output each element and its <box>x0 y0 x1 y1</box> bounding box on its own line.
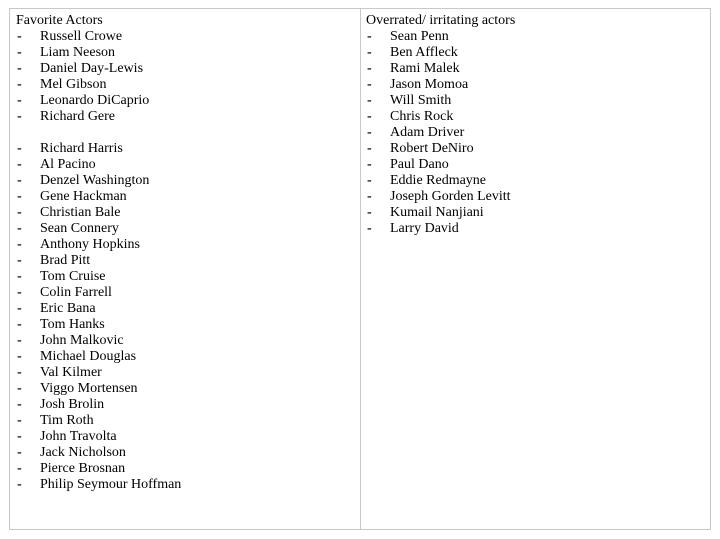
list-item <box>16 413 360 429</box>
bullet-dash: - <box>367 221 372 236</box>
actor-name: Viggo Mortensen <box>40 381 138 396</box>
list-item <box>16 109 360 125</box>
bullet-dash: - <box>367 205 372 220</box>
list-item <box>16 77 360 93</box>
bullet-dash: - <box>17 445 22 460</box>
bullet-dash: - <box>17 429 22 444</box>
favorite-actors-list-2 <box>16 141 360 493</box>
list-item <box>16 29 360 45</box>
favorite-actors-list-1 <box>16 29 360 125</box>
bullet-dash: - <box>17 349 22 364</box>
actor-name: Mel Gibson <box>40 77 107 92</box>
bullet-dash: - <box>17 365 22 380</box>
actor-name: Joseph Gorden Levitt <box>390 189 511 204</box>
bullet-dash: - <box>17 301 22 316</box>
list-item <box>16 221 360 237</box>
bullet-dash: - <box>17 253 22 268</box>
actor-name: Adam Driver <box>390 125 465 140</box>
list-item <box>16 477 360 493</box>
list-gap <box>16 125 360 141</box>
list-item <box>366 29 710 45</box>
bullet-dash: - <box>367 157 372 172</box>
actor-name: Ben Affleck <box>390 45 458 60</box>
list-item <box>366 189 710 205</box>
bullet-dash: - <box>17 221 22 236</box>
actor-name: Gene Hackman <box>40 189 127 204</box>
bullet-dash: - <box>17 29 22 44</box>
bullet-dash: - <box>367 189 372 204</box>
actor-name: Chris Rock <box>390 109 454 124</box>
list-item <box>16 285 360 301</box>
actors-table <box>9 8 711 530</box>
bullet-dash: - <box>367 77 372 92</box>
list-item <box>366 109 710 125</box>
list-item <box>16 397 360 413</box>
list-item <box>16 205 360 221</box>
actor-name: Sean Penn <box>390 29 449 44</box>
overrated-actors-column <box>361 9 710 529</box>
actor-name: Philip Seymour Hoffman <box>40 477 182 492</box>
actor-name: Tom Cruise <box>40 269 106 284</box>
list-item <box>16 381 360 397</box>
bullet-dash: - <box>17 77 22 92</box>
list-item <box>366 61 710 77</box>
list-item <box>16 141 360 157</box>
list-item <box>16 173 360 189</box>
actor-name: John Malkovic <box>40 333 124 348</box>
actor-name: Liam Neeson <box>40 45 116 60</box>
list-item <box>16 93 360 109</box>
actor-name: Leonardo DiCaprio <box>40 93 150 108</box>
actor-name: Eric Bana <box>40 301 96 316</box>
actor-name: Anthony Hopkins <box>40 237 140 252</box>
actor-name: Richard Harris <box>40 141 123 156</box>
bullet-dash: - <box>367 45 372 60</box>
bullet-dash: - <box>367 125 372 140</box>
bullet-dash: - <box>17 157 22 172</box>
list-item <box>366 221 710 237</box>
list-item <box>366 77 710 93</box>
list-item <box>16 445 360 461</box>
bullet-dash: - <box>17 477 22 492</box>
bullet-dash: - <box>17 109 22 124</box>
list-item <box>366 205 710 221</box>
actor-name: Pierce Brosnan <box>40 461 126 476</box>
bullet-dash: - <box>17 397 22 412</box>
bullet-dash: - <box>367 109 372 124</box>
actor-name: Val Kilmer <box>40 365 102 380</box>
overrated-actors-list <box>366 29 710 237</box>
actor-name: Jason Momoa <box>390 77 469 92</box>
bullet-dash: - <box>367 29 372 44</box>
bullet-dash: - <box>367 93 372 108</box>
actor-name: Kumail Nanjiani <box>390 205 484 220</box>
bullet-dash: - <box>17 141 22 156</box>
bullet-dash: - <box>367 61 372 76</box>
actor-name: Larry David <box>390 221 459 236</box>
bullet-dash: - <box>367 141 372 156</box>
actor-name: Colin Farrell <box>40 285 112 300</box>
bullet-dash: - <box>17 381 22 396</box>
actor-name: Al Pacino <box>40 157 96 172</box>
actor-name: Sean Connery <box>40 221 119 236</box>
list-item <box>16 61 360 77</box>
list-item <box>366 157 710 173</box>
list-item <box>16 253 360 269</box>
list-item <box>366 125 710 141</box>
list-item <box>16 157 360 173</box>
list-item <box>366 45 710 61</box>
favorite-actors-heading: Favorite Actors <box>16 13 103 28</box>
actor-name: Brad Pitt <box>40 253 91 268</box>
actor-name: Daniel Day-Lewis <box>40 61 144 76</box>
bullet-dash: - <box>17 333 22 348</box>
list-item <box>16 429 360 445</box>
list-item <box>366 173 710 189</box>
bullet-dash: - <box>17 285 22 300</box>
list-item <box>16 461 360 477</box>
actor-name: Richard Gere <box>40 109 116 124</box>
list-item <box>16 317 360 333</box>
list-item <box>16 301 360 317</box>
list-item <box>16 45 360 61</box>
bullet-dash: - <box>17 45 22 60</box>
list-item <box>16 189 360 205</box>
actor-name: Tom Hanks <box>40 317 105 332</box>
bullet-dash: - <box>17 413 22 428</box>
bullet-dash: - <box>17 317 22 332</box>
actor-name: Will Smith <box>390 93 452 108</box>
list-item <box>366 93 710 109</box>
bullet-dash: - <box>17 269 22 284</box>
bullet-dash: - <box>17 61 22 76</box>
bullet-dash: - <box>17 205 22 220</box>
list-item <box>16 333 360 349</box>
list-item <box>366 141 710 157</box>
list-item <box>16 269 360 285</box>
bullet-dash: - <box>17 461 22 476</box>
actor-name: Eddie Redmayne <box>390 173 487 188</box>
overrated-actors-heading: Overrated/ irritating actors <box>366 13 516 28</box>
list-item <box>16 349 360 365</box>
actor-name: Paul Dano <box>390 157 449 172</box>
actor-name: Tim Roth <box>40 413 94 428</box>
bullet-dash: - <box>17 237 22 252</box>
actor-name: Russell Crowe <box>40 29 123 44</box>
list-item <box>16 365 360 381</box>
actor-name: Denzel Washington <box>40 173 150 188</box>
list-item <box>16 237 360 253</box>
actor-name: Josh Brolin <box>40 397 105 412</box>
bullet-dash: - <box>17 189 22 204</box>
bullet-dash: - <box>367 173 372 188</box>
actor-name: Christian Bale <box>40 205 121 220</box>
actor-name: Robert DeNiro <box>390 141 474 156</box>
bullet-dash: - <box>17 93 22 108</box>
actor-name: Rami Malek <box>390 61 460 76</box>
favorite-actors-column <box>10 9 361 529</box>
actor-name: Michael Douglas <box>40 349 137 364</box>
actor-name: Jack Nicholson <box>40 445 126 460</box>
actor-name: John Travolta <box>40 429 117 444</box>
bullet-dash: - <box>17 173 22 188</box>
